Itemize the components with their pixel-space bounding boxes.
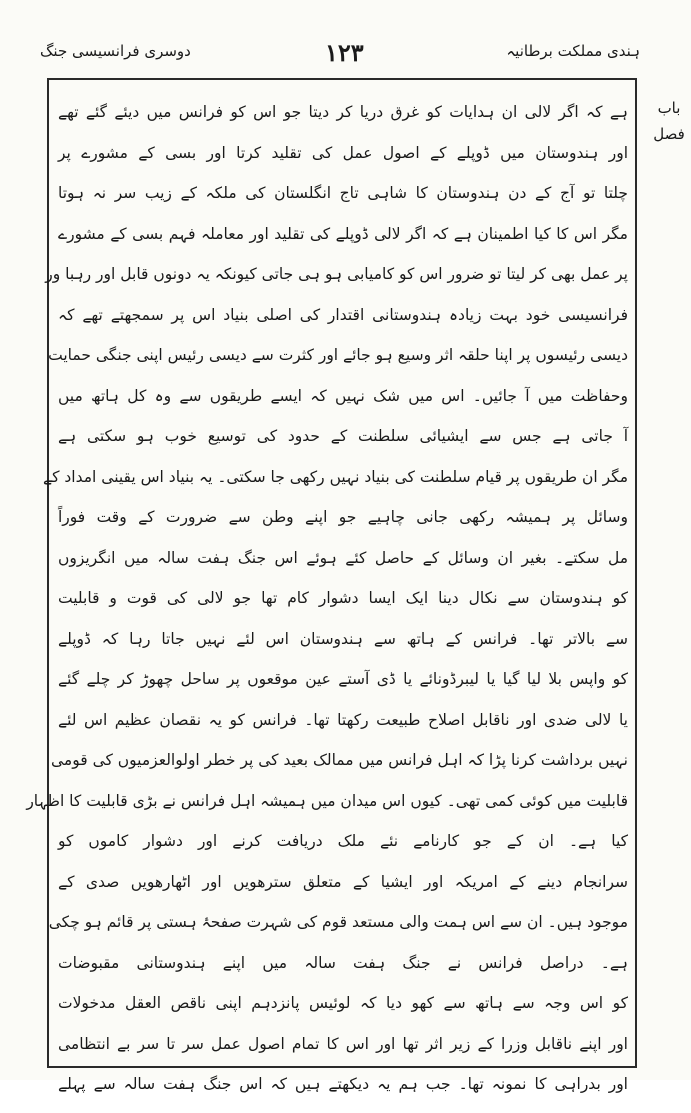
text-line: یا لالی ضدی اور ناقابل اصلاح طبیعت رکھتا تھا۔ فرانس کو یہ نقصان عظیم اس لئے [58, 710, 628, 729]
text-line: پر عمل بھی کر لیتا تو ضرور اس کو کامیابی ہو ہی جاتی کیونکہ یہ دونوں قابل اور رہبا ور [45, 265, 628, 283]
text-line: نہیں برداشت کرنا پڑا کہ اہل فرانس میں ممالک بعید کی پر خطر اولوالعزمیوں کی قومی [51, 751, 628, 769]
text-line: آ جاتی ہے جس سے ایشیائی سلطنت کے حدود کی توسیع خوب ہو سکتی ہے [58, 427, 628, 445]
text-line: کو واپس بلا لیا گیا یا لیبرڈونائے یا ڈی آستے عین موقعوں پر ساحل چھوڑ کر چلے گئے [58, 670, 628, 688]
text-line: کیا ہے۔ ان کے جو کارنامے نئے ملک دریافت کرنے اور دشوار کاموں کو [58, 832, 628, 850]
text-line: مگر ان طریقوں پر قیام سلطنت کی بنیاد نہیں رکھی جا سکتی۔ یہ بنیاد اس یقینی امداد کے [43, 467, 628, 486]
text-line: قابلیت میں کوئی کمی تھی۔ کیوں اس میدان میں ہمیشہ اہل فرانس نے بڑی قابلیت کا اظہار [26, 791, 628, 810]
text-line: فرانسیسی خود بہت زیادہ ہندوستانی اقتدار کی اصلی بنیاد اس پر سمجھتے تھے کہ [58, 305, 628, 324]
text-line: اور ہندوستان میں ڈوپلے کے اصول عمل کی تقلید کرتا اور بسی کے مشورے پر [58, 143, 628, 162]
margin-note-chapter: باب [657, 99, 681, 117]
text-line: اور اپنے ناقابل وزرا کے زیر اثر تھا اور اس کا تمام اصول عمل سر تا سر بے انتظامی [58, 1034, 628, 1053]
text-line: سے بالاتر تھا۔ فرانس کے ہاتھ سے ہندوستان اس لئے نہیں جاتا رہا کہ ڈوپلے [58, 629, 628, 648]
running-header [40, 38, 640, 72]
text-line: موجود ہیں۔ ان سے اس ہمت والی مستعد قوم کی شہرت صفحۂ ہستی پر قائم ہو چکی [48, 913, 628, 931]
book-title: ہندی مملکت برطانیہ [506, 42, 640, 60]
text-line: وسائل پر ہمیشہ رکھی جانی چاہیے جو اپنے وطن سے ضرورت کے وقت فوراً [58, 508, 628, 526]
page-number: ۱۲۳ [325, 38, 364, 67]
text-line: ہے۔ دراصل فرانس نے جنگ ہفت سالہ میں اپنے ہندوستانی مقبوضات [58, 953, 628, 972]
text-line: ہے کہ اگر لالی ان ہدایات کو غرق دریا کر دیتا جو اس کو فرانس میں دیئے گئے تھے [58, 103, 628, 121]
text-line: کو اس وجہ سے ہاتھ سے کھو دیا کہ لوئیس پانزدہم اپنی ناقص العقل مدخولات [58, 994, 628, 1012]
text-line: چلتا تو آج کے دن ہندوستان کا شاہی تاج انگلستان کی ملکہ کے زیب سر نہ ہوتا [58, 184, 628, 202]
text-line: سرانجام دینے کے امریکہ اور ایشیا کے متعلق سترھویں اور اٹھارھویں صدی کے [58, 872, 628, 891]
text-line: مگر اس کا کیا اطمینان ہے کہ اگر لالی ڈوپلے کی تقلید اور معاملہ فہم بسی کے مشورے [58, 224, 628, 243]
body-text [26, 100, 628, 1113]
chapter-title: دوسری فرانسیسی جنگ [40, 42, 191, 60]
text-line: دیسی رئیسوں پر اپنا حلقہ اثر وسیع ہو جائے اور کثرت سے دیسی رئیس اپنی جنگی حمایت [48, 346, 628, 364]
margin-note-section: فصل [653, 125, 685, 143]
text-line: وحفاظت میں آ جائیں۔ اس میں شک نہیں کہ ایسے طریقوں سے وہ کل ہاتھ میں [58, 386, 628, 405]
margin-note [650, 95, 688, 147]
text-line: مل سکتے۔ بغیر ان وسائل کے حاصل کئے ہوئے اس جنگ ہفت سالہ میں انگریزوں [58, 548, 628, 567]
text-line: کو ہندوستان سے نکال دینا ایک ایسا دشوار کام تھا جو لالی کی قوت و قابلیت [58, 589, 628, 607]
text-line: اور بدراہی کا نمونہ تھا۔ جب ہم یہ دیکھتے ہیں کہ اس جنگ ہفت سالہ سے پہلے [58, 1075, 628, 1093]
